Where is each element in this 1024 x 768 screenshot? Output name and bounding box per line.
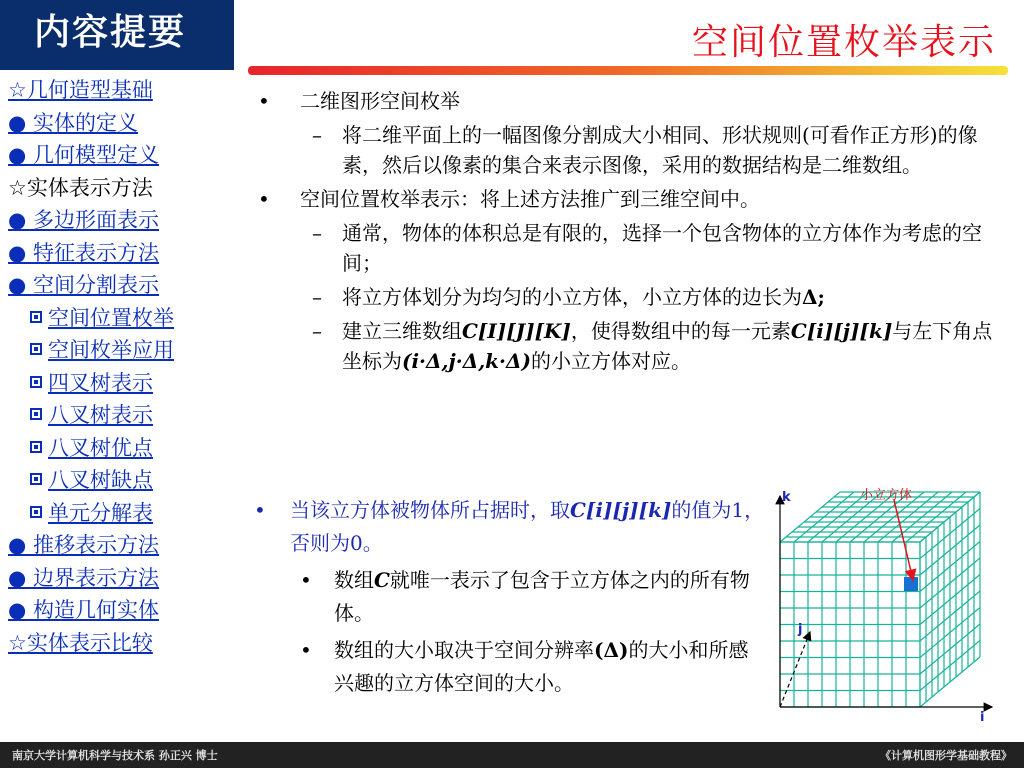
square-bullet-icon (30, 343, 42, 355)
coord-notation: (i·Δ,j·Δ,k·Δ) (402, 349, 531, 373)
subbullet-text-2: ，使得数组中的每一元素 (570, 319, 791, 343)
sidebar-item-label: 空间位置枚举 (48, 305, 174, 330)
delta-notation: (Δ) (594, 638, 629, 662)
sidebar-item-11[interactable] (8, 432, 234, 465)
subbullet-volume (248, 218, 998, 278)
sidebar-item-label: ● 构造几何实体 (8, 598, 159, 622)
bullet-2d-enum (248, 86, 998, 116)
lower-content (248, 494, 768, 700)
subbullet-text-2: 就唯一表示了包含于立方体之内的所有物体。 (334, 568, 750, 625)
bullet-marker: • (258, 89, 270, 113)
sidebar-item-12[interactable] (8, 464, 234, 497)
square-bullet-icon (30, 408, 42, 420)
axis-j-label: j (798, 622, 803, 637)
array-c: C (374, 568, 390, 592)
subbullet-divide (248, 282, 998, 312)
sidebar-item-label: 四叉树表示 (48, 370, 153, 395)
sidebar-item-2[interactable] (8, 139, 234, 172)
sidebar-item-7[interactable] (8, 302, 234, 335)
footer-left-text: 南京大学计算机科学与技术系 孙正兴 博士 (12, 749, 218, 762)
axis-j-line (780, 632, 810, 707)
sidebar-item-4[interactable] (8, 204, 234, 237)
sidebar-item-label: ● 多边形面表示 (8, 208, 159, 232)
sidebar-item-16[interactable] (8, 594, 234, 627)
bullet-text: 空间位置枚举表示：将上述方法推广到三维空间中。 (300, 187, 760, 211)
bullet-text-2: 的值为1，否则为0。 (290, 498, 765, 555)
voxel-cube-diagram (760, 482, 1010, 732)
subbullet-text: 将立方体划分为均匀的小立方体，小立方体的边长为 (342, 285, 802, 309)
sidebar-item-0[interactable] (8, 74, 234, 107)
subbullet-text-1: 数组的大小取决于空间分辨率 (334, 638, 594, 662)
page-title: 空间位置枚举表示 (691, 22, 996, 63)
main-content (248, 86, 998, 380)
bullet-marker: • (258, 187, 270, 211)
subbullet-text: 通常，物体的体积总是有限的，选择一个包含物体的立方体作为考虑的空间； (342, 221, 982, 275)
subbullet-array (248, 316, 998, 376)
subbullet-text: 将二维平面上的一幅图像分割成大小相同、形状规则(可看作正方形)的像素，然后以像素的集合来表示图像，采用的数据结构是二维数组。 (342, 123, 978, 177)
subbullet-text-4: 的小立方体对应。 (530, 349, 691, 373)
sidebar-item-label: ● 边界表示方法 (8, 565, 159, 590)
sidebar-item-label: ● 推移表示方法 (8, 533, 159, 557)
sidebar-item-17[interactable] (8, 627, 234, 660)
sidebar-item-14[interactable] (8, 529, 234, 562)
subbullet-text-2: 的大小和所感兴趣的立方体空间的大小。 (334, 638, 749, 695)
sidebar-nav (0, 70, 234, 742)
sidebar-item-label: 单元分解表 (48, 500, 153, 525)
sidebar-item-label: ☆实体表示比较 (8, 630, 153, 655)
element-notation: C[i][j][k] (570, 498, 672, 522)
subbullet-marker: – (312, 285, 322, 309)
bullet-marker: • (254, 498, 266, 522)
axis-i-label: i (980, 710, 985, 725)
array-notation: C[I][J][K] (462, 319, 571, 343)
sidebar-item-8[interactable] (8, 334, 234, 367)
square-bullet-icon (30, 506, 42, 518)
sidebar-item-label: 八叉树优点 (48, 435, 153, 460)
sidebar-item-label: ☆实体表示方法 (8, 175, 153, 200)
sidebar-title: 内容提要 (34, 12, 187, 53)
sidebar-item-9[interactable] (8, 367, 234, 400)
square-bullet-icon (30, 311, 42, 323)
sidebar-item-3[interactable] (8, 172, 234, 205)
sidebar-item-label: ● 特征表示方法 (8, 240, 159, 265)
subbullet-marker: – (312, 221, 322, 245)
subbullet-marker: • (300, 568, 312, 592)
voxel-cube-figure (760, 482, 1010, 732)
sidebar-item-13[interactable] (8, 497, 234, 530)
subbullet-text-1: 数组 (334, 568, 374, 592)
square-bullet-icon (30, 473, 42, 485)
sidebar-item-1[interactable] (8, 107, 234, 140)
small-cube-label: 小立方体 (860, 488, 913, 503)
bullet-occupied (248, 494, 768, 560)
sidebar-item-label: 八叉树缺点 (48, 468, 153, 492)
sidebar-item-label: 八叉树表示 (48, 403, 153, 427)
subbullet-array-unique (248, 564, 768, 630)
sidebar-item-15[interactable] (8, 562, 234, 595)
sidebar-item-label: ● 空间分割表示 (8, 273, 159, 297)
sidebar-item-label: ● 实体的定义 (8, 110, 138, 135)
subbullet-marker: • (300, 638, 312, 662)
square-bullet-icon (30, 441, 42, 453)
title-underline (248, 66, 1008, 75)
bullet-text: 二维图形空间枚举 (300, 89, 460, 113)
delta-symbol: Δ; (802, 285, 825, 309)
subbullet-marker: – (312, 319, 322, 343)
sidebar-item-label: ● 几何模型定义 (8, 143, 159, 167)
small-cube-highlight (904, 577, 918, 591)
subbullet-pixel-desc (248, 120, 998, 180)
sidebar (0, 0, 234, 742)
footer-right-text: 《计算机图形学基础教程》 (880, 749, 1012, 762)
sidebar-item-5[interactable] (8, 237, 234, 270)
subbullet-marker: – (312, 123, 322, 147)
subbullet-text-3: 与左下角点坐标为 (342, 319, 993, 373)
sidebar-item-6[interactable] (8, 269, 234, 302)
subbullet-text-1: 建立三维数组 (342, 319, 462, 343)
sidebar-item-label: ☆几何造型基础 (8, 78, 153, 102)
axis-k-label: k (782, 490, 791, 505)
subbullet-array-size (248, 634, 768, 700)
footer-bar (0, 742, 1024, 768)
square-bullet-icon (30, 376, 42, 388)
bullet-spatial-enum (248, 184, 998, 214)
sidebar-item-label: 空间枚举应用 (48, 338, 174, 362)
bullet-text-1: 当该立方体被物体所占据时，取 (290, 498, 570, 522)
sidebar-item-10[interactable] (8, 399, 234, 432)
element-notation: C[i][j][k] (790, 319, 893, 343)
